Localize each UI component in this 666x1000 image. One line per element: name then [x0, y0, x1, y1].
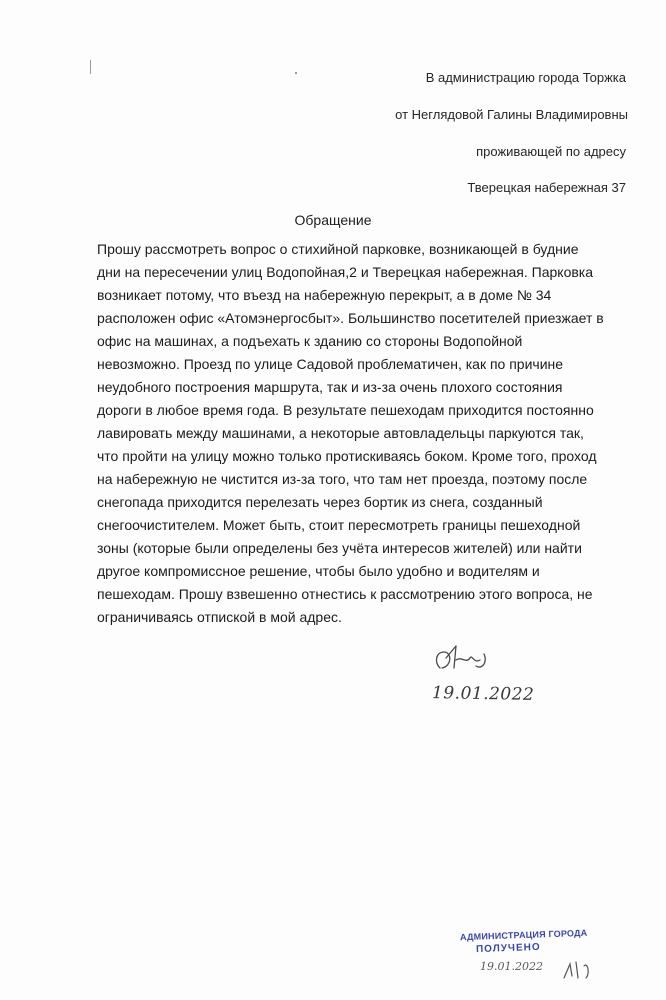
body-line: зоны (которые были определены без учёта интересов жителей) или найти — [97, 540, 582, 556]
recipient-line: В администрацию города Торжка — [425, 70, 626, 85]
body-line: что пройти на улицу можно только протискиваясь боком. Кроме того, проход — [97, 448, 597, 464]
document-title: Обращение — [294, 212, 372, 228]
body-line: снегоочистителем. Может быть, стоит пересмотреть границы пешеходной — [97, 517, 581, 533]
stamp-org-text: АДМИНИСТРАЦИЯ ГОРОДА — [459, 927, 588, 943]
received-stamp — [452, 927, 612, 990]
body-line: Прошу рассмотреть вопрос о стихийной парковке, возникающей в будние — [97, 241, 579, 257]
body-line: невозможно. Проезд по улице Садовой проблематичен, как по причине — [97, 356, 564, 372]
address-line: Тверецкая набережная 37 — [467, 180, 626, 195]
stamp-handwritten-date: 19.01.2022 — [480, 960, 543, 973]
handwritten-signature-icon — [426, 640, 506, 680]
body-line: возникает потому, что въезд на набережную перекрыт, а в доме № 34 — [97, 287, 552, 303]
body-line: пешеходам. Прошу взвешенно отнестись к рассмотрению этого вопроса, не — [97, 586, 593, 602]
scan-edge-mark — [90, 60, 91, 74]
body-line: дни на пересечении улиц Водопойная,2 и Тверецкая набережная. Парковка — [97, 264, 594, 280]
body-line: офис на машинах, а подъехать к зданию со стороны Водопойной — [97, 333, 523, 349]
body-line: лавировать между машинами, а некоторые автовладельцы паркуются так, — [97, 425, 584, 441]
address-label-line: проживающей по адресу — [476, 144, 626, 159]
stamp-received-text: ПОЛУЧЕНО — [475, 941, 541, 956]
body-line: расположен офис «Атомэнергосбыт». Большинство посетителей приезжает в — [97, 310, 604, 326]
scan-dot-mark — [295, 72, 297, 74]
body-line: дороги в любое время года. В результате пешеходам приходится постоянно — [97, 402, 594, 418]
body-line: другое компромиссное решение, чтобы было удобно и водителям и — [97, 563, 540, 579]
signature-date: 19.01.2022 — [431, 683, 535, 705]
sender-line: от Неглядовой Галины Владимировны — [395, 107, 628, 122]
body-line: снегопада приходится перелезать через бортик из снега, созданный — [97, 494, 543, 510]
body-line: неудобного построения маршрута, так и из-за очень плохого состояния — [97, 379, 563, 395]
appeal-body — [97, 238, 629, 629]
signature-block — [420, 640, 560, 720]
stamp-initials-icon — [560, 958, 600, 982]
body-line: ограничиваясь отпиской в мой адрес. — [97, 609, 342, 625]
body-line: на набережную не чистится из-за того, что там нет проезда, поэтому после — [97, 471, 588, 487]
